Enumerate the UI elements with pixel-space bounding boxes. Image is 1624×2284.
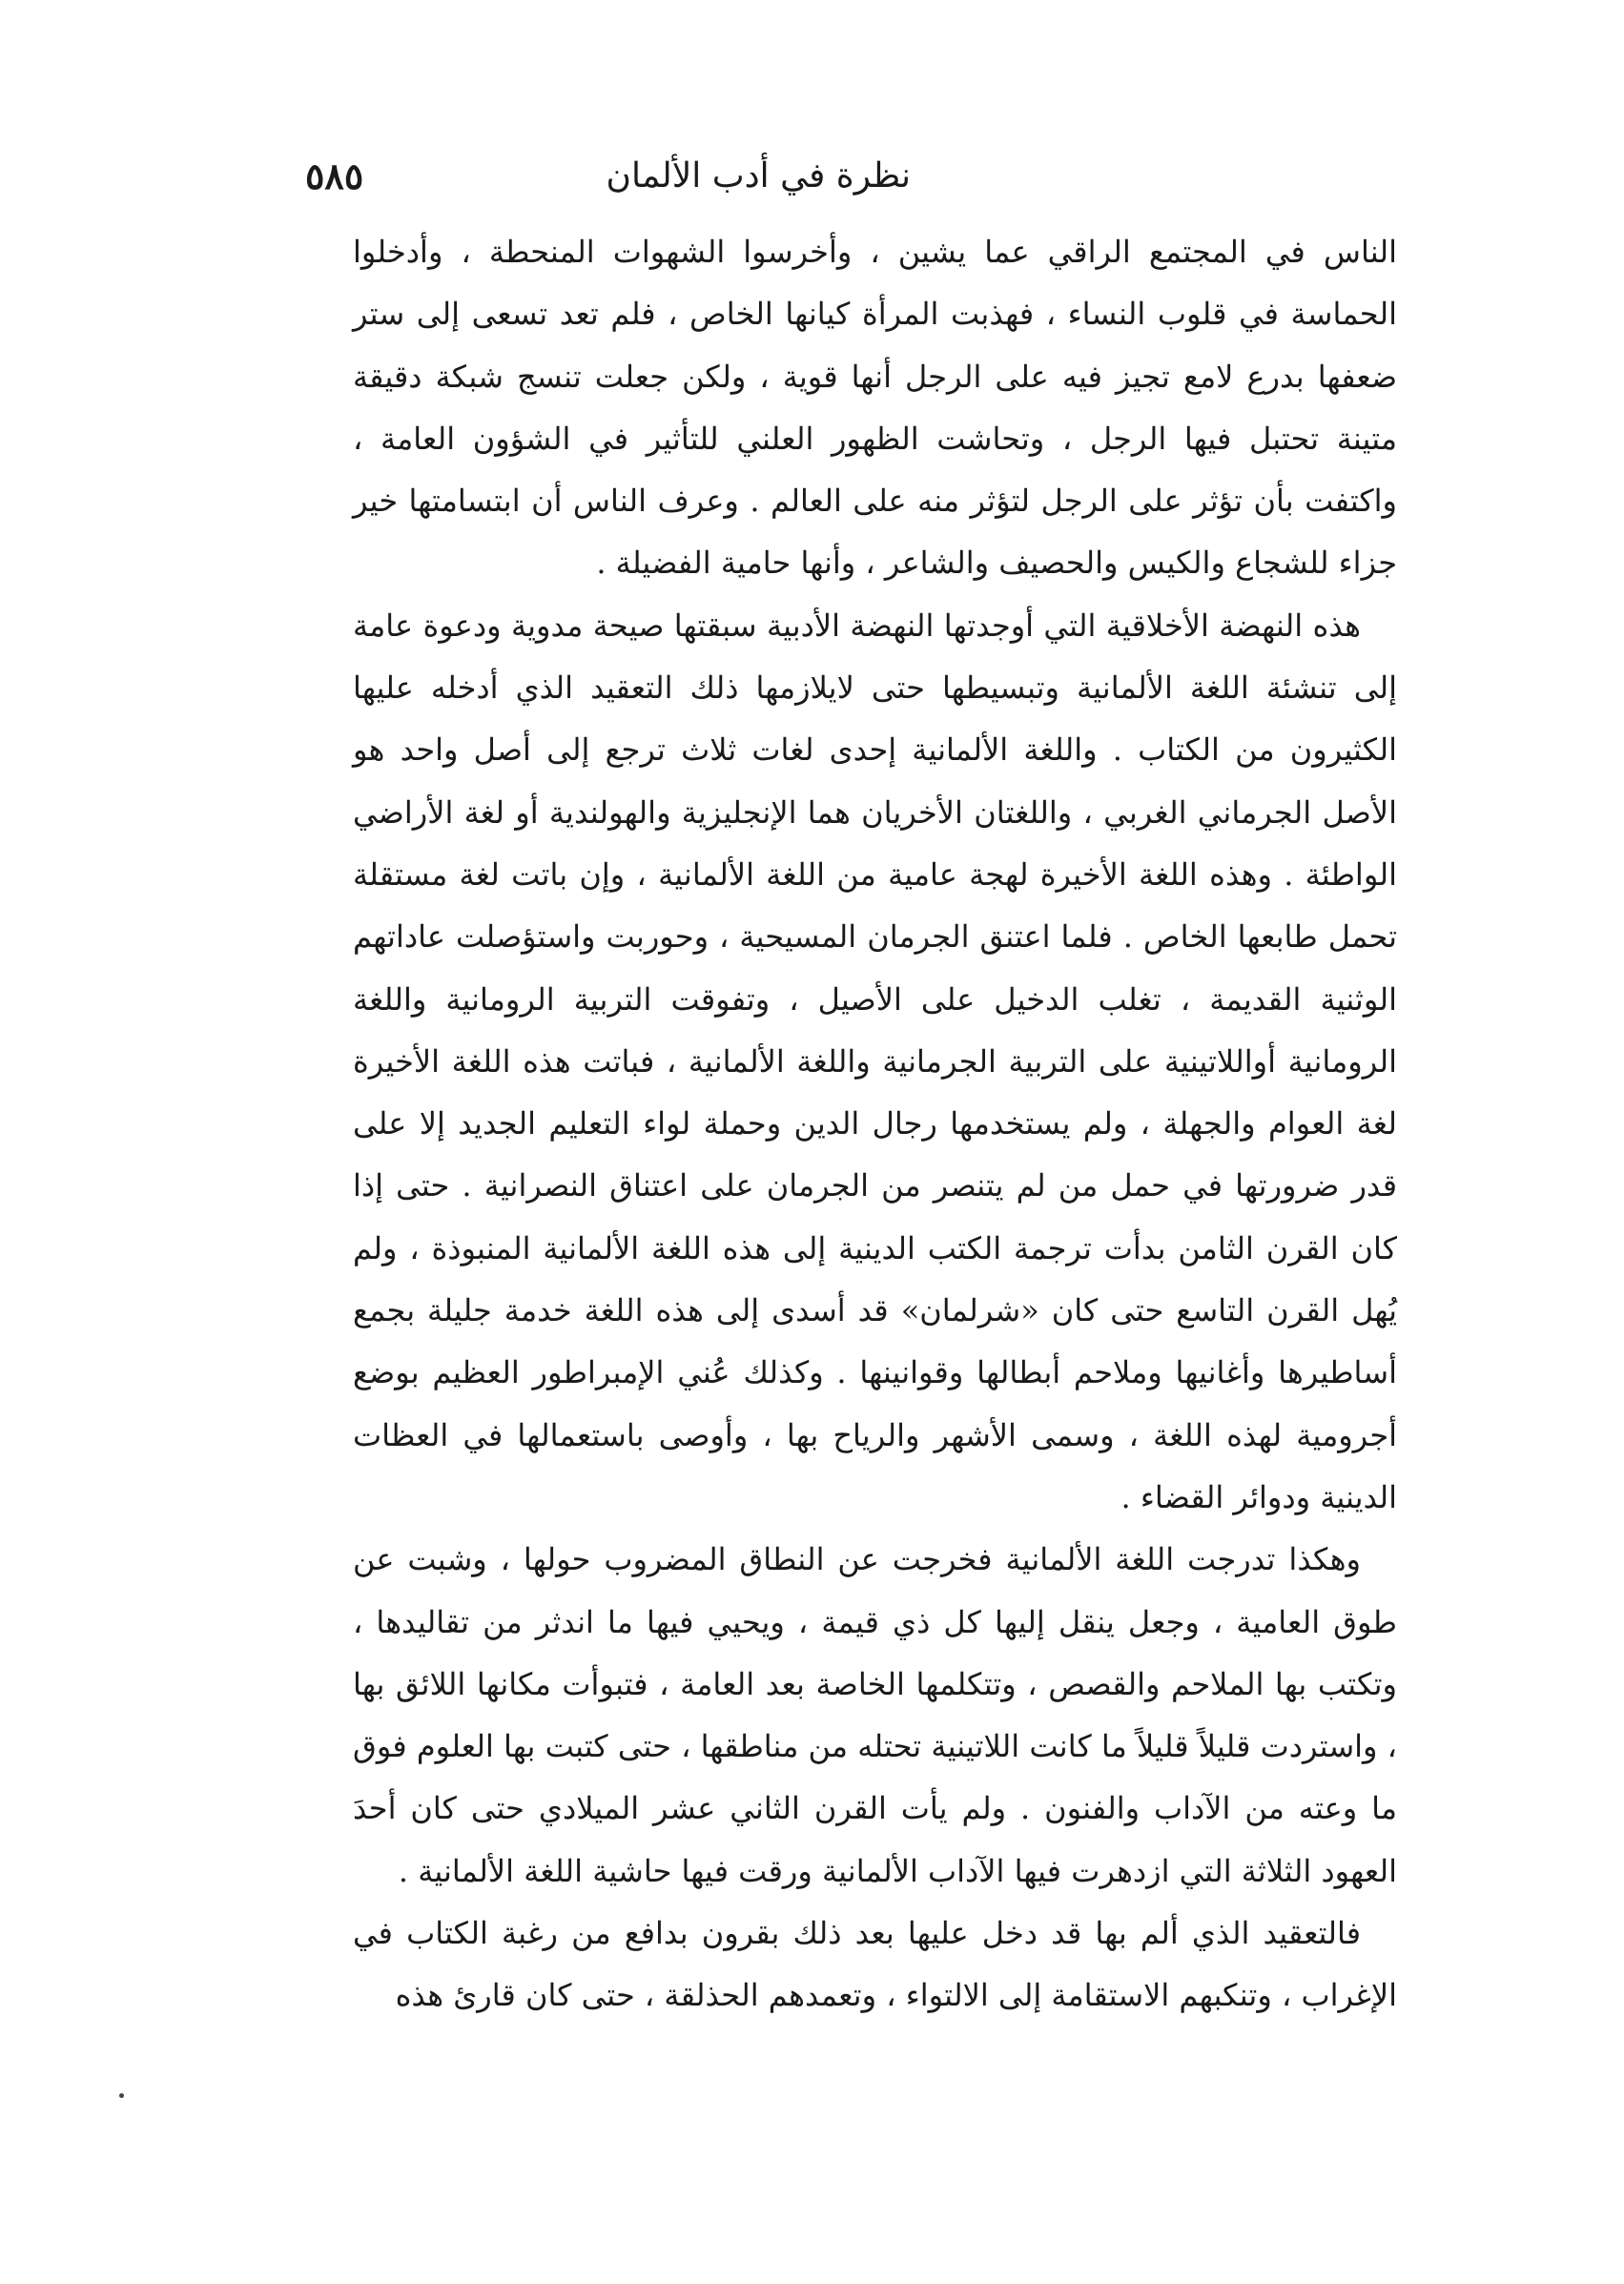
page-number: ٥٨٥ [305, 154, 364, 197]
body-text [353, 221, 1397, 2027]
print-speck [119, 2093, 124, 2098]
paragraph-1: الناس في المجتمع الراقي عما يشين ، وأخرسوا الشهوات المنحطة ، وأدخلوا الحماسة في قلوب النساء ، فهذبت المرأة كيانها الخاص ، فلم تعد تسعى إلى ستر ضعفها بدرع لامع تجيز فيه على الرجل أنها قوية ، ولكن جعلت تنسج شبكة دقيقة متينة تحتبل فيها الرجل ، وتحاشت الظهور العلني للتأثير في الشؤون العامة ، واكتفت بأن تؤثر على الرجل لتؤثر منه على العالم . وعرف الناس أن ابتسامتها خير جزاء للشجاع والكيس والحصيف والشاعر ، وأنها حامية الفضيلة . [353, 234, 1398, 582]
paragraph-2: هذه النهضة الأخلاقية التي أوجدتها النهضة الأدبية سبقتها صيحة مدوية ودعوة عامة إلى تنشئة اللغة الألمانية وتبسيطها حتى لايلازمها ذلك التعقيد الذي أدخله عليها الكثيرون من الكتاب . واللغة الألمانية إحدى لغات ثلاث ترجع إلى أصل واحد هو الأصل الجرماني الغربي ، واللغتان الأخريان هما الإنجليزية والهولندية أو لغة الأراضي الواطئة . وهذه اللغة الأخيرة لهجة عامية من اللغة الألمانية ، وإن باتت لغة مستقلة تحمل طابعها الخاص . فلما اعتنق الجرمان المسيحية ، وحوربت واستؤصلت عاداتهم الوثنية القديمة ، تغلب الدخيل على الأصيل ، وتفوقت التربية الرومانية واللغة الرومانية أواللاتينية على التربية الجرمانية واللغة الألمانية ، فباتت هذه اللغة الأخيرة لغة العوام والجهلة ، ولم يستخدمها رجال الدين وحملة لواء التعليم الجديد إلا على قدر ضرورتها في حمل من لم يتنصر من الجرمان على اعتناق النصرانية . حتى إذا كان القرن الثامن بدأت ترجمة الكتب الدينية إلى هذه اللغة الألمانية المنبوذة ، ولم يُهل القرن التاسع حتى كان «شرلمان» قد أسدى إلى هذه اللغة خدمة جليلة بجمع أساطيرها وأغانيها وملاحم أبطالها وقوانينها . وكذلك عُني الإمبراطور العظيم بوضع أجرومية لهذه اللغة ، وسمى الأشهر والرياح بها ، وأوصى باستعمالها في العظات الدينية ودوائر القضاء . [353, 607, 1398, 1515]
running-title: نظرة في أدب الألمان [606, 156, 911, 195]
paragraph-3: وهكذا تدرجت اللغة الألمانية فخرجت عن النطاق المضروب حولها ، وشبت عن طوق العامية ، وجعل ينقل إليها كل ذي قيمة ، ويحيي فيها ما اندثر من تقاليدها ، وتكتب بها الملاحم والقصص ، وتتكلمها الخاصة بعد العامة ، فتبوأت مكانها اللائق بها ، واستردت قليلاً قليلاً ما كانت اللاتينية تحتله من مناطقها ، حتى كتبت بها العلوم فوق ما وعته من الآداب والفنون . ولم يأت القرن الثاني عشر الميلادي حتى كان أحدَ العهود الثلاثة التي ازدهرت فيها الآداب الألمانية ورقت فيها حاشية اللغة الألمانية . [353, 1541, 1397, 1889]
running-header [286, 143, 1368, 210]
paragraph-4: فالتعقيد الذي ألم بها قد دخل عليها بعد ذلك بقرون بدافع من رغبة الكتاب في الإغراب ، وتنكبهم الاستقامة إلى الالتواء ، وتعمدهم الحذلقة ، حتى كان قارئ هذه [353, 1915, 1397, 2014]
